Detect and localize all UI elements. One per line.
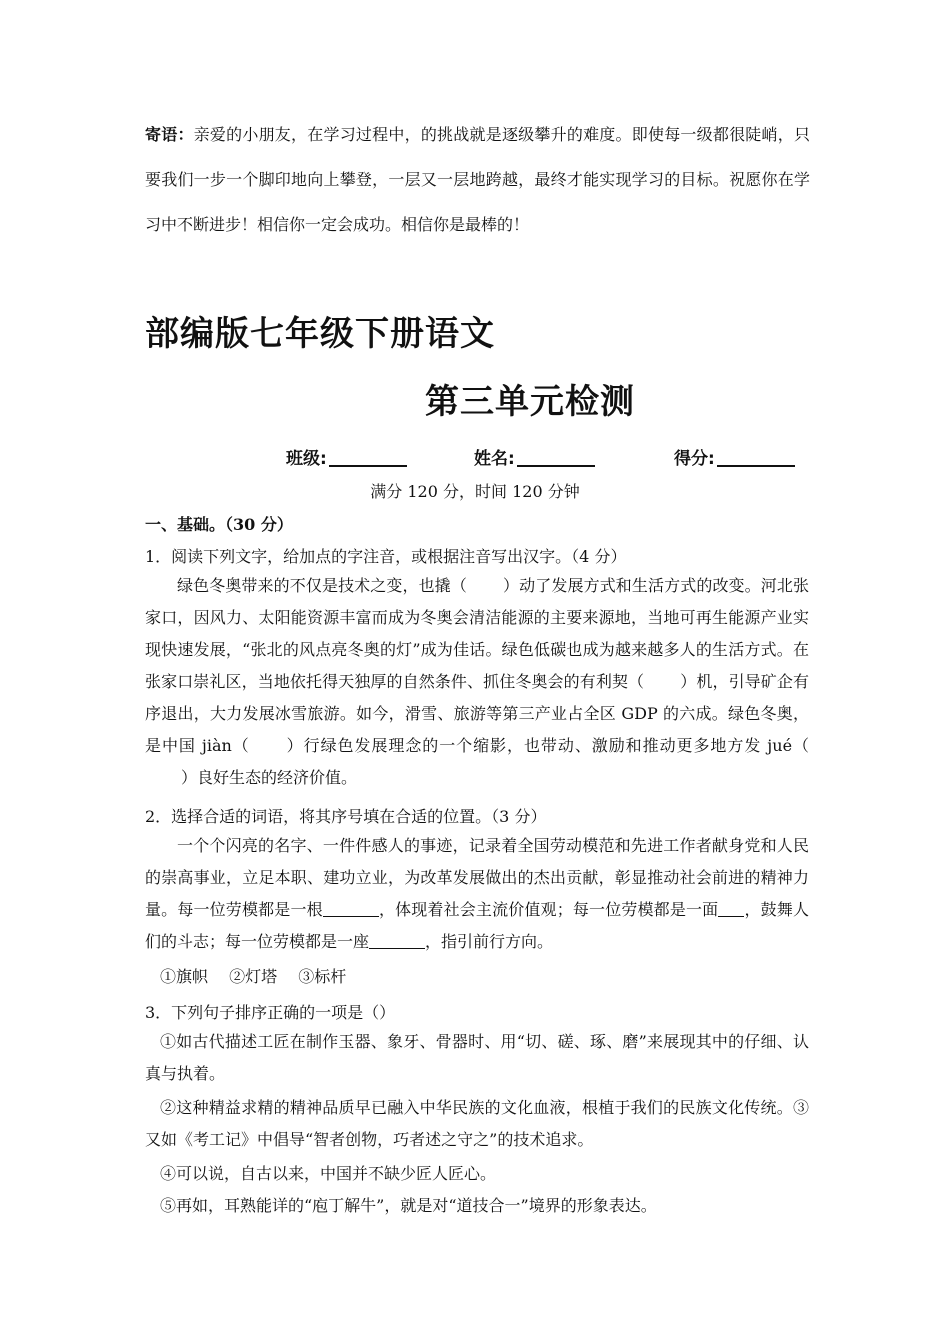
- title-line-2: 第三单元检测: [425, 382, 635, 422]
- class-blank[interactable]: [329, 465, 407, 467]
- q2-options: [160, 964, 356, 987]
- q1-text-2: ）动了发展方式和生活方式的改变。河北张家口，因风力、太阳能资源丰富而成为冬奥会清洁能源的主要来源地，当地可再生能源产业实现快速发展，“张北的风点亮冬奥的灯”成为佳话。绿色低碳也成为越来越多人的生活方式。在张家口崇礼区，当地依托得天独厚的自然条件、抓住冬奥会的有利契（: [145, 576, 809, 691]
- q1-text-3: ）机，引导矿企有序退出，大力发展冰雪旅游。如今，滑雪、旅游等第三产业占全区 GDP 的六成。绿色冬奥，是中国 jiàn（: [145, 672, 809, 755]
- score-blank[interactable]: [717, 465, 795, 467]
- score-time-note: 满分 120 分，时间 120 分钟: [370, 482, 580, 501]
- q3-sentence-2-3: ②这种精益求精的精神品质早已融入中华民族的文化血液，根植于我们的民族文化传统。③又如《考工记》中倡导“智者创物，巧者述之守之”的技术追求。: [145, 1098, 809, 1149]
- q1-text-1: 绿色冬奥带来的不仅是技术之变，也撬（: [177, 576, 467, 595]
- q2-blank-3[interactable]: [369, 932, 425, 949]
- score-field: [674, 444, 795, 469]
- q3-sentence-1: ①如古代描述工匠在制作玉器、象牙、骨器时、用“切、磋、琢、磨”来展现其中的仔细、认真与执着。: [145, 1032, 809, 1083]
- title-line-1: 部编版七年级下册语文: [145, 314, 495, 354]
- section-1-heading: 一、基础。（30 分）: [145, 515, 293, 534]
- q2-text-2: ，体现着社会主流价值观；每一位劳模都是一面: [378, 900, 719, 919]
- q2-text-1: 一个个闪亮的名字、一件件感人的事迹，记录着全国劳动模范和先进工作者献身党和人民的崇高事业，立足本职、建功立业，为改革发展做出的杰出贡献，彰显推动社会前进的精神力量。每一位劳模都是一根: [145, 836, 809, 919]
- class-field: [286, 444, 407, 469]
- q2-text-3: ，鼓舞人们的斗志；每一位劳模都是一座: [145, 900, 809, 951]
- q2-passage: [145, 830, 809, 958]
- q2-option-3: ③标杆: [298, 967, 347, 986]
- q2-blank-2[interactable]: [718, 900, 744, 917]
- foreword: [145, 112, 810, 247]
- q2-option-2: ②灯塔: [229, 967, 278, 986]
- q3-prompt: 3．下列句子排序正确的一项是（）: [145, 1003, 396, 1022]
- class-label: 班级:: [286, 449, 327, 469]
- q2-prompt: 2．选择合适的词语，将其序号填在合适的位置。（3 分）: [145, 807, 547, 826]
- q1-prompt: 1．阅读下列文字，给加点的字注音，或根据注音写出汉字。（4 分）: [145, 547, 627, 566]
- q1-text-5: ）良好生态的经济价值。: [181, 768, 358, 787]
- q2-option-1: ①旗帜: [160, 967, 209, 986]
- foreword-text: 亲爱的小朋友，在学习过程中，的挑战就是逐级攀升的难度。即使每一级都很陡峭，只要我们一步一个脚印地向上攀登，一层又一层地跨越，最终才能实现学习的目标。祝愿你在学习中不断进步！相信你一定会成功。相信你是最棒的！: [145, 125, 810, 234]
- score-label: 得分:: [674, 449, 715, 469]
- q1-passage: [145, 570, 809, 794]
- q1-text-4: ）行绿色发展理念的一个缩影，也带动、激励和推动更多地方发 jué（: [285, 736, 809, 755]
- name-blank[interactable]: [517, 465, 595, 467]
- q2-text-4: ，指引前行方向。: [425, 932, 554, 951]
- q3-sentence-5: ⑤再如，耳熟能详的“庖丁解牛”，就是对“道技合一”境界的形象表达。: [160, 1196, 657, 1215]
- foreword-label: 寄语：: [145, 125, 194, 144]
- q3-sentence-4: ④可以说，自古以来，中国并不缺少匠人匠心。: [160, 1164, 497, 1183]
- q2-blank-1[interactable]: [323, 900, 379, 917]
- name-label: 姓名:: [474, 449, 515, 469]
- name-field: [474, 444, 595, 469]
